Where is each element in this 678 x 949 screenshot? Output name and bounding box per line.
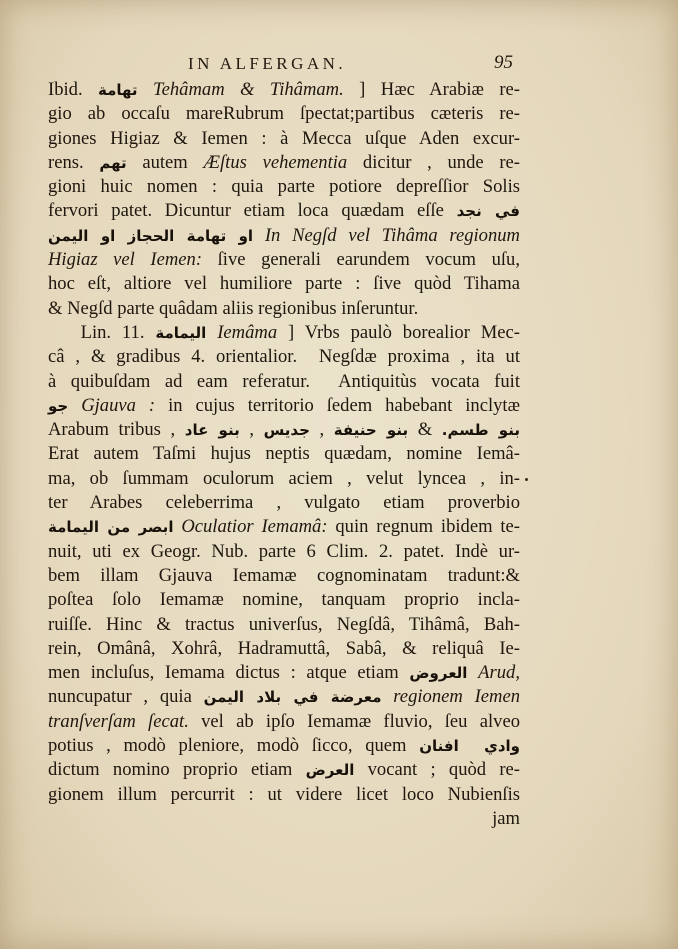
latin-text: dictum nomino proprio etiam	[48, 759, 306, 781]
italic-phrase: Oculatior Iemamâ:	[181, 516, 328, 538]
arabic-term: بنو طسم.	[441, 421, 520, 440]
text-line	[48, 564, 520, 588]
arabic-term: او تهامة الحجاز او اليمن	[48, 226, 254, 245]
text-line	[48, 758, 520, 782]
text-line	[48, 442, 520, 466]
latin-text: ] Vrbs paulò borealior Mec-	[277, 321, 520, 343]
text-line	[48, 807, 520, 831]
text-line	[48, 613, 520, 637]
arabic-term: جديس	[263, 421, 310, 440]
latin-text: & Negſd parte quâdam aliis regionibus inſeruntur.	[48, 297, 419, 319]
text-line	[48, 370, 520, 394]
running-title: IN ALFERGAN.	[188, 54, 347, 73]
latin-text	[68, 395, 81, 416]
arabic-term: تهامة	[98, 81, 138, 99]
margin-mark	[525, 478, 528, 481]
italic-phrase: Iemâma	[217, 321, 278, 343]
latin-text: vel ab ipſo Iemamæ fluvio, ſeu alveo	[188, 710, 520, 732]
latin-text: poſtea ſolo Iemamæ nomine, tanquam proprio incla-	[48, 589, 520, 611]
latin-text: gioni huic nomen : quia parte potiore depreſſior Solis	[48, 176, 520, 198]
text-line	[48, 151, 520, 175]
text-line	[48, 418, 520, 442]
italic-phrase: Gjauva :	[81, 394, 156, 416]
latin-text	[138, 79, 153, 100]
body-text	[48, 78, 520, 831]
latin-text	[253, 225, 265, 246]
italic-phrase: Tehâmam & Tihâmam.	[152, 79, 344, 100]
text-line	[48, 491, 520, 515]
latin-text: hoc eſt, altiore vel humiliore parte : ſive quòd Tihama	[48, 273, 520, 295]
text-line	[48, 394, 520, 418]
latin-text: bem illam Gjauva Iemamæ cognominatam tradunt:&	[48, 564, 520, 586]
latin-text: &	[408, 419, 442, 441]
text-line	[48, 734, 520, 758]
latin-text: nuit, uti ex Geogr. Nub. parte 6 Clim. 2. patet. Indè ur-	[48, 540, 520, 562]
latin-text: in cujus territorio ſedem habebant inclytæ	[155, 394, 520, 416]
latin-text: dicitur , unde re-	[347, 151, 520, 173]
arabic-term: العرض	[305, 761, 355, 780]
latin-text: nuncupatur , quia	[48, 686, 204, 708]
italic-phrase: Æſtus vehementia	[203, 151, 348, 173]
italic-phrase: Arud,	[478, 662, 520, 684]
latin-text: vocant ; quòd re-	[354, 759, 520, 781]
text-line	[48, 102, 520, 126]
latin-text: gionem illum percurrit : ut videre licet loco Nubienſis	[48, 783, 520, 805]
text-line	[48, 224, 520, 248]
latin-text: gio ab occaſu mareRubrum ſpectat;partibus cæteris re-	[48, 103, 520, 125]
italic-phrase: Higiaz vel Iemen:	[48, 249, 203, 271]
latin-text: Arabum tribus ,	[48, 419, 185, 441]
text-line	[48, 710, 520, 734]
latin-text: ,	[309, 419, 334, 441]
page-number: 95	[494, 52, 513, 73]
arabic-term: بنو عاد	[184, 421, 240, 440]
latin-text: ] Hæc Arabiæ re-	[343, 79, 520, 100]
italic-phrase: In Negſd vel Tihâma regionum	[264, 224, 520, 246]
latin-text: ter Arabes celeberrima , vulgato etiam proverbio	[48, 492, 520, 514]
text-line	[48, 297, 520, 321]
latin-text: Lin. 11.	[48, 321, 156, 343]
latin-text: Erat autem Taſmi hujus neptis quædam, nomine Iemâ-	[48, 443, 520, 465]
text-line	[48, 345, 520, 369]
text-line	[48, 321, 520, 345]
text-line	[48, 127, 520, 151]
text-line	[48, 78, 520, 102]
text-line	[48, 661, 520, 685]
latin-text	[467, 662, 478, 683]
latin-text: ſive generali earundem vocum uſu,	[202, 249, 520, 271]
latin-text: ma, ob ſummam oculorum aciem , velut lyncea , in-	[48, 467, 520, 489]
text-line	[48, 467, 520, 491]
text-line	[48, 175, 520, 199]
text-line	[48, 515, 520, 539]
latin-text	[459, 735, 484, 756]
latin-text: Ibid.	[48, 79, 99, 100]
latin-text: jam	[492, 807, 520, 829]
arabic-term: العروض	[409, 664, 468, 683]
latin-text: fervori patet. Dicuntur etiam loca quædam eſſe	[48, 200, 457, 222]
arabic-term: جو	[48, 396, 69, 415]
latin-text	[381, 686, 393, 707]
latin-text: quin regnum ibidem te-	[327, 516, 520, 538]
text-line	[48, 272, 520, 296]
arabic-term: افنان	[419, 737, 459, 756]
latin-text: rein, Omânâ, Xohrâ, Hadramuttâ, Sabâ, & reliquâ Ie-	[48, 637, 520, 659]
latin-text: autem	[126, 151, 204, 173]
text-line	[48, 637, 520, 661]
italic-phrase: regionem Iemen	[393, 686, 520, 708]
arabic-term: اليمامة	[155, 323, 207, 342]
latin-text: ,	[239, 419, 264, 441]
text-line	[48, 540, 520, 564]
arabic-term: وادي	[484, 737, 521, 756]
arabic-term: معرضة في بلاد اليمن	[203, 688, 382, 707]
latin-text: rens.	[48, 151, 100, 173]
arabic-term: بنو حنيفة	[333, 421, 409, 440]
text-line	[48, 199, 520, 223]
arabic-term: في نجد	[456, 202, 521, 221]
latin-text	[206, 322, 217, 343]
text-line	[48, 783, 520, 807]
text-line	[48, 588, 520, 612]
arabic-term: ابصر من اليمامة	[48, 518, 174, 537]
page-header	[0, 54, 678, 78]
text-line	[48, 248, 520, 272]
latin-text: giones Higiaz & Iemen : à Mecca uſque Aden excur-	[48, 127, 520, 149]
latin-text: câ , & gradibus 4. orientalior. Negſdæ proxima , ita ut	[48, 346, 520, 368]
latin-text: à quibuſdam ad eam referatur. Antiquitùs vocata fuit	[48, 370, 520, 392]
italic-phrase: tranſverſam ſecat.	[48, 710, 189, 732]
latin-text: potius , modò pleniore, modò ſicco, quem	[48, 735, 420, 757]
arabic-term: تهم	[99, 153, 127, 172]
latin-text: ruiſſe. Hinc & tractus univerſus, Negſdâ, Tihâmâ, Bah-	[48, 613, 520, 635]
latin-text: men incluſus, Iemama dictus : atque etiam	[48, 662, 410, 684]
text-line	[48, 685, 520, 709]
